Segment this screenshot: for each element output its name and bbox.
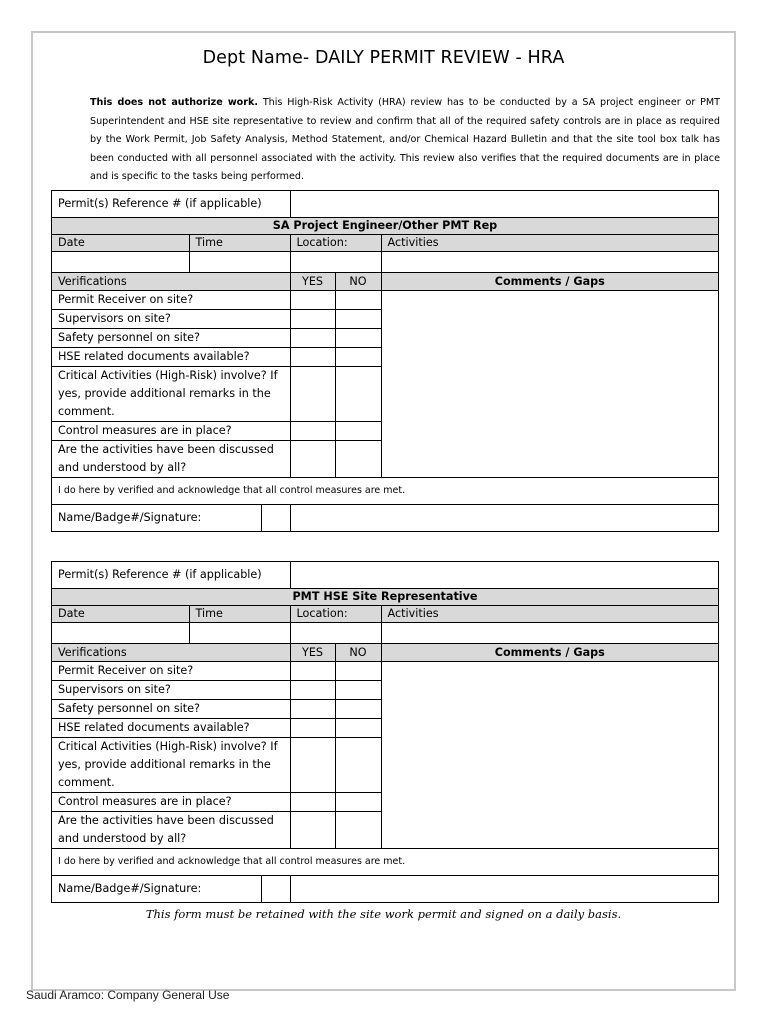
location-field[interactable] [290,622,381,643]
permit-reference-input[interactable] [290,191,718,216]
permit-reference-field[interactable] [290,191,718,217]
section-table [52,562,718,902]
yes-checkbox[interactable] [290,421,335,440]
time-header: Time [189,234,290,251]
no-checkbox[interactable] [335,421,381,440]
verification-item: HSE related documents available? [52,718,290,737]
verification-item: Permit Receiver on site? [52,290,290,309]
section-heading: SA Project Engineer/Other PMT Rep [52,217,718,234]
yes-checkbox[interactable] [290,290,335,309]
section-heading: PMT HSE Site Representative [52,588,718,605]
no-checkbox[interactable] [335,366,381,421]
verification-item: Safety personnel on site? [52,328,290,347]
activities-header: Activities [381,234,718,251]
activities-field[interactable] [381,251,718,272]
yes-checkbox[interactable] [290,440,335,477]
no-checkbox[interactable] [335,737,381,792]
yes-checkbox[interactable] [290,309,335,328]
acknowledgement-text: I do here by verified and acknowledge that all control measures are met. [52,848,718,875]
no-checkbox[interactable] [335,792,381,811]
intro-paragraph [90,94,720,187]
no-checkbox[interactable] [335,680,381,699]
verification-item: HSE related documents available? [52,347,290,366]
yes-header: YES [290,643,335,661]
no-checkbox[interactable] [335,290,381,309]
verification-item: Safety personnel on site? [52,699,290,718]
permit-reference-label: Permit(s) Reference # (if applicable) [52,191,290,217]
yes-checkbox[interactable] [290,347,335,366]
yes-checkbox[interactable] [290,680,335,699]
yes-checkbox[interactable] [290,699,335,718]
date-field[interactable] [52,251,189,272]
intro-warning: This does not authorize work. [90,97,259,108]
no-checkbox[interactable] [335,328,381,347]
verification-item: Permit Receiver on site? [52,661,290,680]
activities-field[interactable] [381,622,718,643]
no-header: NO [335,272,381,290]
signature-label: Name/Badge#/Signature: [58,881,202,895]
verification-item: Critical Activities (High-Risk) involve? If yes, provide additional remarks in the comment. [52,366,290,421]
no-checkbox[interactable] [335,661,381,680]
yes-checkbox[interactable] [290,737,335,792]
no-checkbox[interactable] [335,811,381,848]
permit-reference-input[interactable] [290,562,718,587]
review-section-engineer [51,190,719,532]
time-field[interactable] [189,251,290,272]
footer-note: This form must be retained with the site work permit and signed on a daily basis. [145,907,622,921]
no-checkbox[interactable] [335,699,381,718]
acknowledgement-text: I do here by verified and acknowledge that all control measures are met. [52,477,718,504]
signature-row [52,875,290,902]
yes-checkbox[interactable] [290,661,335,680]
verification-item: Are the activities have been discussed and understood by all? [52,811,290,848]
no-checkbox[interactable] [335,440,381,477]
page-title: Dept Name- DAILY PERMIT REVIEW - HRA [202,48,565,68]
verification-item: Supervisors on site? [52,680,290,699]
signature-field[interactable] [261,876,290,902]
signature-label: Name/Badge#/Signature: [58,510,202,524]
location-header: Location: [290,605,381,622]
permit-reference-label: Permit(s) Reference # (if applicable) [52,562,290,588]
verification-item: Are the activities have been discussed and understood by all? [52,440,290,477]
yes-checkbox[interactable] [290,328,335,347]
review-section-hse [51,561,719,903]
signature-field-extension[interactable] [290,504,718,531]
verification-item: Critical Activities (High-Risk) involve? If yes, provide additional remarks in the comment. [52,737,290,792]
yes-header: YES [290,272,335,290]
verification-item: Supervisors on site? [52,309,290,328]
date-header: Date [52,234,189,251]
verifications-header: Verifications [52,643,290,661]
section-table [52,191,718,531]
activities-header: Activities [381,605,718,622]
yes-checkbox[interactable] [290,792,335,811]
classification-label: Saudi Aramco: Company General Use [26,988,230,1002]
signature-field[interactable] [261,505,290,531]
comments-header: Comments / Gaps [381,272,718,290]
no-checkbox[interactable] [335,718,381,737]
time-field[interactable] [189,622,290,643]
form-page [31,31,736,991]
yes-checkbox[interactable] [290,718,335,737]
verification-item: Control measures are in place? [52,421,290,440]
location-header: Location: [290,234,381,251]
permit-reference-field[interactable] [290,562,718,588]
date-field[interactable] [52,622,189,643]
comments-field[interactable] [381,290,718,477]
yes-checkbox[interactable] [290,811,335,848]
no-header: NO [335,643,381,661]
no-checkbox[interactable] [335,347,381,366]
yes-checkbox[interactable] [290,366,335,421]
location-field[interactable] [290,251,381,272]
signature-row [52,504,290,531]
verifications-header: Verifications [52,272,290,290]
time-header: Time [189,605,290,622]
intro-text: This High-Risk Activity (HRA) review has to be conducted by a SA project engineer or PMT Superintendent and HSE site representative to review and confirm that all of the required safety controls are in place as required by the Work Permit, Job Safety Analysis, Method Statement, and/or Chemical Hazard Bulletin and that the site tool box talk has been conducted with all personnel associated with the activity. This review also verifies that the required documents are in place and is specific to the tasks being performed. [90,97,720,183]
date-header: Date [52,605,189,622]
signature-field-extension[interactable] [290,875,718,902]
comments-header: Comments / Gaps [381,643,718,661]
no-checkbox[interactable] [335,309,381,328]
verification-item: Control measures are in place? [52,792,290,811]
comments-field[interactable] [381,661,718,848]
